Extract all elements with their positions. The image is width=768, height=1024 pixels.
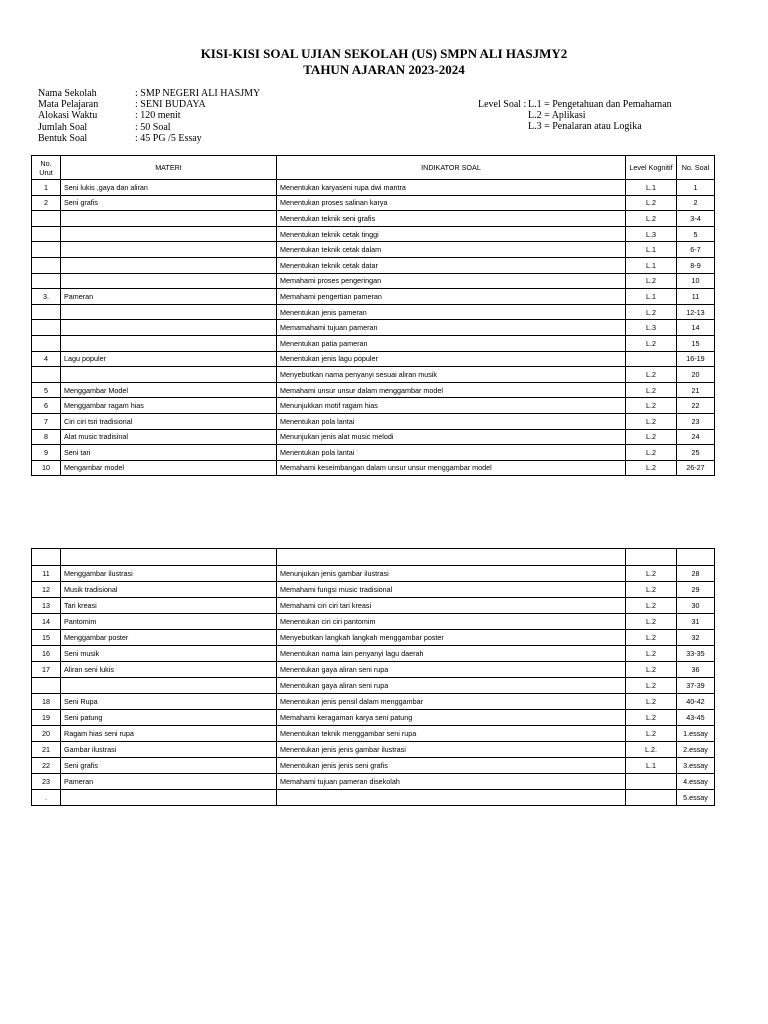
cell-materi: Menggambar ragam hias — [61, 398, 277, 414]
cell-level: L.2 — [626, 195, 677, 211]
info-row — [38, 88, 260, 99]
cell-materi: Seni tari — [61, 445, 277, 461]
cell-no-soal: 8-9 — [677, 257, 715, 273]
cell-indikator: Memahami keseimbangan dalam unsur unsur menggambar model — [277, 460, 626, 476]
cell-level: L.2 — [626, 382, 677, 398]
info-label: Mata Pelajaran — [38, 99, 99, 111]
cell-blank — [277, 549, 626, 566]
table-row — [32, 335, 715, 351]
info-label: Bentuk Soal — [38, 132, 88, 144]
cell-materi: Pameran — [61, 774, 277, 790]
cell-indikator: Memahami tujuan pameran disekolah — [277, 774, 626, 790]
cell-indikator: Memahami keragaman karya seni patung — [277, 710, 626, 726]
cell-level: L.2 — [626, 335, 677, 351]
table-row — [32, 273, 715, 289]
cell-materi: Pameran — [61, 289, 277, 305]
cell-no-urut: 14 — [32, 614, 61, 630]
table-row — [32, 351, 715, 367]
cell-indikator: Menentukan teknik cetak tinggi — [277, 226, 626, 242]
cell-indikator: Memamahami tujuan pameran — [277, 320, 626, 336]
cell-no-soal: 40-42 — [677, 694, 715, 710]
table-row — [32, 630, 715, 646]
cell-no-soal: 12-13 — [677, 304, 715, 320]
cell-blank — [61, 549, 277, 566]
cell-level: L.3 — [626, 226, 677, 242]
cell-level: L.1 — [626, 242, 677, 258]
cell-no-urut: 18 — [32, 694, 61, 710]
cell-materi: Ciri ciri tsri tradisional — [61, 413, 277, 429]
cell-no-soal: 15 — [677, 335, 715, 351]
cell-no-soal: 5.essay — [677, 790, 715, 806]
cell-materi — [61, 242, 277, 258]
table-row — [32, 195, 715, 211]
cell-no-urut: 4 — [32, 351, 61, 367]
cell-no-soal: 16-19 — [677, 351, 715, 367]
level-row — [478, 110, 672, 121]
kisi-kisi-table-1 — [31, 155, 715, 476]
cell-materi: Aliran seni lukis — [61, 662, 277, 678]
cell-indikator: Menentukan pola lantai — [277, 413, 626, 429]
info-row — [38, 122, 260, 133]
cell-indikator: Menentukan karyaseni rupa dwi mantra — [277, 180, 626, 196]
cell-no-urut: 3. — [32, 289, 61, 305]
header-no-urut: No. Urut — [32, 156, 61, 180]
cell-no-urut: 2 — [32, 195, 61, 211]
cell-indikator: Memahami proses pengeringan — [277, 273, 626, 289]
school-info — [38, 88, 260, 144]
cell-level: L.2 — [626, 726, 677, 742]
cell-no-urut: 6 — [32, 398, 61, 414]
table-row — [32, 226, 715, 242]
table-row — [32, 582, 715, 598]
cell-indikator: Menentukan jenis lagu populer — [277, 351, 626, 367]
cell-no-soal: 30 — [677, 598, 715, 614]
table-blank-row — [32, 549, 715, 566]
cell-indikator: Menentukan jenis pensil dalam menggambar — [277, 694, 626, 710]
cell-level: L.1 — [626, 180, 677, 196]
cell-indikator: Memahami fungsi music tradisional — [277, 582, 626, 598]
cell-level: L.2 — [626, 367, 677, 383]
cell-materi: Alat music tradisinal — [61, 429, 277, 445]
cell-no-urut: 12 — [32, 582, 61, 598]
table-row — [32, 710, 715, 726]
cell-indikator: Menentukan jenis pameran — [277, 304, 626, 320]
cell-materi: Menggambar poster — [61, 630, 277, 646]
cell-materi — [61, 790, 277, 806]
cell-no-soal: 36 — [677, 662, 715, 678]
table-row — [32, 742, 715, 758]
info-value: : 120 menit — [135, 110, 181, 122]
cell-no-urut — [32, 211, 61, 227]
table-row — [32, 257, 715, 273]
table-row — [32, 790, 715, 806]
level-row — [478, 121, 672, 132]
cell-level: L.2 — [626, 662, 677, 678]
cell-no-urut — [32, 678, 61, 694]
cell-no-urut: 5 — [32, 382, 61, 398]
cell-level: L.2 — [626, 630, 677, 646]
cell-level: L.2 — [626, 273, 677, 289]
info-value: : 50 Soal — [135, 121, 171, 133]
cell-blank — [32, 549, 61, 566]
cell-level: L.1 — [626, 758, 677, 774]
cell-indikator: Menunjukan jenis gambar ilustrasi — [277, 566, 626, 582]
table-row — [32, 774, 715, 790]
cell-materi: Menggambar ilustrasi — [61, 566, 277, 582]
cell-materi: Pantomim — [61, 614, 277, 630]
table-row — [32, 211, 715, 227]
cell-no-soal: 20 — [677, 367, 715, 383]
level-line: L.2 = Aplikasi — [528, 110, 586, 122]
cell-indikator: Menentukan jenis jenis gambar ilustrasi — [277, 742, 626, 758]
level-legend — [478, 99, 672, 133]
table-row — [32, 413, 715, 429]
cell-no-soal: 1.essay — [677, 726, 715, 742]
cell-no-urut: 15 — [32, 630, 61, 646]
level-line: L.3 = Penalaran atau Logika — [528, 121, 642, 133]
cell-no-soal: 5 — [677, 226, 715, 242]
cell-materi: Seni grafis — [61, 195, 277, 211]
cell-indikator: Memahami pengertian pameran — [277, 289, 626, 305]
cell-no-urut: 23 — [32, 774, 61, 790]
cell-level: L.2 — [626, 646, 677, 662]
cell-no-urut: 8 — [32, 429, 61, 445]
cell-no-soal: 32 — [677, 630, 715, 646]
table-row — [32, 180, 715, 196]
table-row — [32, 598, 715, 614]
cell-materi: Seni musik — [61, 646, 277, 662]
cell-no-urut: 1 — [32, 180, 61, 196]
cell-no-soal: 43-45 — [677, 710, 715, 726]
cell-no-soal: 31 — [677, 614, 715, 630]
info-value: : SMP NEGERI ALI HASJMY — [135, 88, 261, 99]
cell-no-soal: 23 — [677, 413, 715, 429]
table-row — [32, 726, 715, 742]
table-row — [32, 758, 715, 774]
cell-indikator: Menentukan nama lain penyanyi lagu daerah — [277, 646, 626, 662]
cell-blank — [626, 549, 677, 566]
cell-level: L.2 — [626, 678, 677, 694]
cell-materi: Ragam hias seni rupa — [61, 726, 277, 742]
header-no-soal: No. Soal — [677, 156, 715, 180]
cell-indikator: Menyebutkan langkah langkah menggambar poster — [277, 630, 626, 646]
cell-level — [626, 774, 677, 790]
header-level: Level Kognitif — [626, 156, 677, 180]
cell-materi — [61, 226, 277, 242]
cell-no-soal: 3.essay — [677, 758, 715, 774]
cell-no-urut: 13 — [32, 598, 61, 614]
cell-no-soal: 26-27 — [677, 460, 715, 476]
cell-materi — [61, 211, 277, 227]
cell-level: L.2 — [626, 429, 677, 445]
table-row — [32, 614, 715, 630]
cell-materi: Gambar ilustrasi — [61, 742, 277, 758]
cell-indikator: Menunjukkan motif ragam hias — [277, 398, 626, 414]
cell-no-urut: 9 — [32, 445, 61, 461]
cell-materi — [61, 320, 277, 336]
info-row — [38, 133, 260, 144]
cell-no-soal: 2 — [677, 195, 715, 211]
cell-no-urut: 20 — [32, 726, 61, 742]
cell-no-soal: 21 — [677, 382, 715, 398]
cell-materi — [61, 335, 277, 351]
cell-no-soal: 11 — [677, 289, 715, 305]
cell-materi — [61, 367, 277, 383]
cell-no-urut: 22 — [32, 758, 61, 774]
cell-level: L.2 — [626, 710, 677, 726]
table-row — [32, 694, 715, 710]
cell-level: L.2 — [626, 694, 677, 710]
cell-no-soal: 24 — [677, 429, 715, 445]
cell-no-urut: 21 — [32, 742, 61, 758]
cell-no-urut: 10 — [32, 460, 61, 476]
cell-no-urut — [32, 226, 61, 242]
cell-materi: Lagu populer — [61, 351, 277, 367]
cell-no-urut — [32, 273, 61, 289]
table-row — [32, 646, 715, 662]
cell-level: L.2 — [626, 598, 677, 614]
document-subtitle: TAHUN AJARAN 2023-2024 — [303, 62, 465, 77]
cell-no-soal: 2.essay — [677, 742, 715, 758]
cell-materi: Menggambar Model — [61, 382, 277, 398]
cell-no-soal: 4.essay — [677, 774, 715, 790]
table-row — [32, 242, 715, 258]
cell-materi: Seni Rupa — [61, 694, 277, 710]
document-title: KISI-KISI SOAL UJIAN SEKOLAH (US) SMPN ALI HASJMY2 — [200, 46, 568, 61]
table-1-body — [32, 180, 715, 476]
table-row — [32, 289, 715, 305]
cell-level: L.3 — [626, 320, 677, 336]
table-row — [32, 382, 715, 398]
cell-indikator: Menunjukan jenis alat music melodi — [277, 429, 626, 445]
table-row — [32, 304, 715, 320]
cell-indikator: Menentukan teknik menggambar seni rupa — [277, 726, 626, 742]
cell-no-soal: 1 — [677, 180, 715, 196]
cell-no-urut — [32, 242, 61, 258]
cell-level: L.1 — [626, 289, 677, 305]
level-row — [478, 99, 672, 110]
cell-indikator: Menyebutkan nama penyanyi sesuai aliran musik — [277, 367, 626, 383]
cell-indikator — [277, 790, 626, 806]
table-header-row — [32, 156, 715, 180]
cell-no-soal: 37-39 — [677, 678, 715, 694]
cell-no-urut: 11 — [32, 566, 61, 582]
cell-no-urut — [32, 367, 61, 383]
cell-indikator: Menentukan teknik cetak dalam — [277, 242, 626, 258]
table-row — [32, 398, 715, 414]
header-indikator: INDIKATOR SOAL — [277, 156, 626, 180]
cell-indikator: Menentukan proses salinan karya — [277, 195, 626, 211]
cell-no-urut — [32, 257, 61, 273]
info-row — [38, 110, 260, 121]
cell-materi: Tari kreasi — [61, 598, 277, 614]
cell-level — [626, 790, 677, 806]
cell-level — [626, 351, 677, 367]
cell-materi — [61, 257, 277, 273]
cell-indikator: Memahami unsur unsur dalam menggambar model — [277, 382, 626, 398]
cell-no-soal: 14 — [677, 320, 715, 336]
cell-level: L.2 — [626, 413, 677, 429]
cell-level: L.1 — [626, 257, 677, 273]
info-label: Alokasi Waktu — [38, 110, 98, 122]
cell-materi — [61, 273, 277, 289]
table-row — [32, 662, 715, 678]
cell-no-soal: 29 — [677, 582, 715, 598]
cell-indikator: Menentukan ciri ciri pantomim — [277, 614, 626, 630]
cell-level: L.2 — [626, 211, 677, 227]
cell-no-urut: . — [32, 790, 61, 806]
cell-level: L.2 — [626, 614, 677, 630]
cell-indikator: Menentukan gaya aliran seni rupa — [277, 678, 626, 694]
cell-no-soal: 6-7 — [677, 242, 715, 258]
cell-indikator: Menentukan jenis jenis seni grafis — [277, 758, 626, 774]
cell-no-soal: 3-4 — [677, 211, 715, 227]
level-line: L.1 = Pengetahuan dan Pemahaman — [528, 99, 672, 110]
table-row — [32, 367, 715, 383]
cell-no-urut — [32, 320, 61, 336]
table-row — [32, 678, 715, 694]
cell-no-urut — [32, 335, 61, 351]
cell-no-urut: 19 — [32, 710, 61, 726]
table-2-body — [32, 549, 715, 806]
cell-materi — [61, 304, 277, 320]
cell-no-soal: 25 — [677, 445, 715, 461]
cell-level: L.2. — [626, 742, 677, 758]
level-prefix: Level Soal : — [478, 99, 527, 110]
table-row — [32, 429, 715, 445]
cell-level: L.2 — [626, 304, 677, 320]
cell-level: L.2 — [626, 445, 677, 461]
cell-no-urut: 17 — [32, 662, 61, 678]
cell-no-soal: 33-35 — [677, 646, 715, 662]
cell-indikator: Menentukan patia pameran — [277, 335, 626, 351]
info-label: Jumlah Soal — [38, 121, 88, 133]
cell-indikator: Menentukan teknik seni grafis — [277, 211, 626, 227]
cell-level: L.2 — [626, 398, 677, 414]
cell-no-soal: 28 — [677, 566, 715, 582]
cell-indikator: Memahami ciri ciri tari kreasi — [277, 598, 626, 614]
cell-no-soal: 10 — [677, 273, 715, 289]
cell-materi: Seni grafis — [61, 758, 277, 774]
cell-no-urut: 7 — [32, 413, 61, 429]
cell-level: L.2 — [626, 566, 677, 582]
cell-blank — [677, 549, 715, 566]
cell-indikator: Menentukan pola lantai — [277, 445, 626, 461]
info-row — [38, 99, 260, 110]
cell-no-urut: 16 — [32, 646, 61, 662]
cell-indikator: Menentukan gaya aliran seni rupa — [277, 662, 626, 678]
cell-level: L.2 — [626, 582, 677, 598]
table-row — [32, 445, 715, 461]
table-row — [32, 566, 715, 582]
cell-materi — [61, 678, 277, 694]
cell-materi: Seni patung — [61, 710, 277, 726]
kisi-kisi-table-2 — [31, 548, 715, 806]
info-value: : 45 PG /5 Essay — [135, 132, 202, 144]
cell-materi: Seni lukis ,gaya dan aliran — [61, 180, 277, 196]
cell-materi: Mengambar model — [61, 460, 277, 476]
table-row — [32, 460, 715, 476]
info-value: : SENI BUDAYA — [135, 99, 206, 111]
cell-materi: Musik tradisional — [61, 582, 277, 598]
table-row — [32, 320, 715, 336]
info-label: Nama Sekolah — [38, 88, 97, 99]
cell-indikator: Menentukan teknik cetak datar — [277, 257, 626, 273]
cell-no-urut — [32, 304, 61, 320]
header-materi: MATERI — [61, 156, 277, 180]
cell-level: L.2 — [626, 460, 677, 476]
cell-no-soal: 22 — [677, 398, 715, 414]
